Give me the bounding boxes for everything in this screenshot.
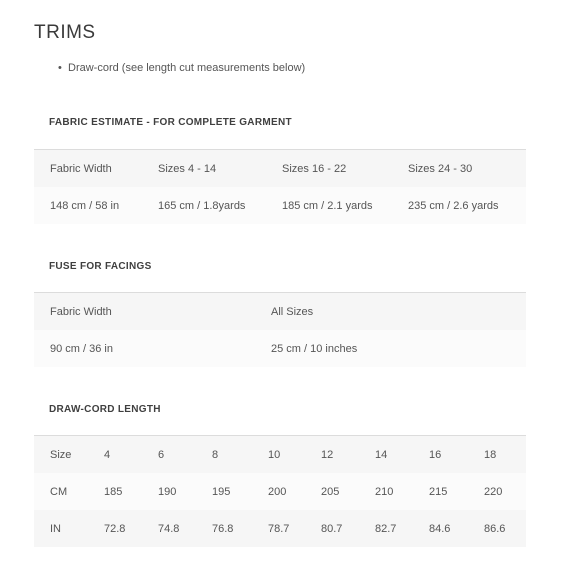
table-header-cell: CM: [34, 473, 104, 510]
table-cell: 10: [268, 436, 321, 474]
fabric-estimate-table: [34, 149, 526, 224]
table-row: [34, 510, 526, 547]
table-row: [34, 293, 526, 331]
table-cell: 185 cm / 2.1 yards: [266, 187, 392, 224]
table-cell: 195: [212, 473, 268, 510]
table-cell: 165 cm / 1.8yards: [142, 187, 266, 224]
table-cell: 18: [484, 436, 526, 474]
table-cell: 6: [158, 436, 212, 474]
table-cell: 215: [429, 473, 484, 510]
table-cell: 84.6: [429, 510, 484, 547]
table-cell: 148 cm / 58 in: [34, 187, 142, 224]
table-cell: 185: [104, 473, 158, 510]
fuse-heading: FUSE FOR FACINGS: [49, 261, 152, 272]
table-cell: 200: [268, 473, 321, 510]
table-cell: 205: [321, 473, 375, 510]
trims-list: [58, 62, 305, 74]
fuse-table: [34, 292, 526, 367]
table-cell: 16: [429, 436, 484, 474]
table-cell: 76.8: [212, 510, 268, 547]
table-cell: 25 cm / 10 inches: [255, 330, 526, 367]
table-row: [34, 150, 526, 188]
table-cell: 190: [158, 473, 212, 510]
table-cell: 90 cm / 36 in: [34, 330, 255, 367]
table-header-cell: Fabric Width: [34, 293, 255, 331]
table-cell: 80.7: [321, 510, 375, 547]
table-header-cell: Size: [34, 436, 104, 474]
table-header-cell: Sizes 24 - 30: [392, 150, 526, 188]
table-cell: 210: [375, 473, 429, 510]
table-cell: 86.6: [484, 510, 526, 547]
list-item: • Draw-cord (see length cut measurements below): [58, 62, 305, 74]
fabric-estimate-heading: FABRIC ESTIMATE - FOR COMPLETE GARMENT: [49, 117, 292, 128]
table-header-cell: IN: [34, 510, 104, 547]
table-row: [34, 436, 526, 474]
table-row: [34, 187, 526, 224]
table-header-cell: Sizes 4 - 14: [142, 150, 266, 188]
table-header-cell: Fabric Width: [34, 150, 142, 188]
drawcord-heading: DRAW-CORD LENGTH: [49, 404, 161, 415]
table-cell: 74.8: [158, 510, 212, 547]
table-cell: 235 cm / 2.6 yards: [392, 187, 526, 224]
drawcord-table: [34, 435, 526, 547]
page-title: TRIMS: [34, 22, 96, 43]
table-cell: 4: [104, 436, 158, 474]
table-cell: 78.7: [268, 510, 321, 547]
table-cell: 72.8: [104, 510, 158, 547]
table-cell: 14: [375, 436, 429, 474]
table-row: [34, 330, 526, 367]
table-header-cell: Sizes 16 - 22: [266, 150, 392, 188]
table-row: [34, 473, 526, 510]
table-cell: 8: [212, 436, 268, 474]
table-header-cell: All Sizes: [255, 293, 526, 331]
table-cell: 220: [484, 473, 526, 510]
table-cell: 12: [321, 436, 375, 474]
table-cell: 82.7: [375, 510, 429, 547]
